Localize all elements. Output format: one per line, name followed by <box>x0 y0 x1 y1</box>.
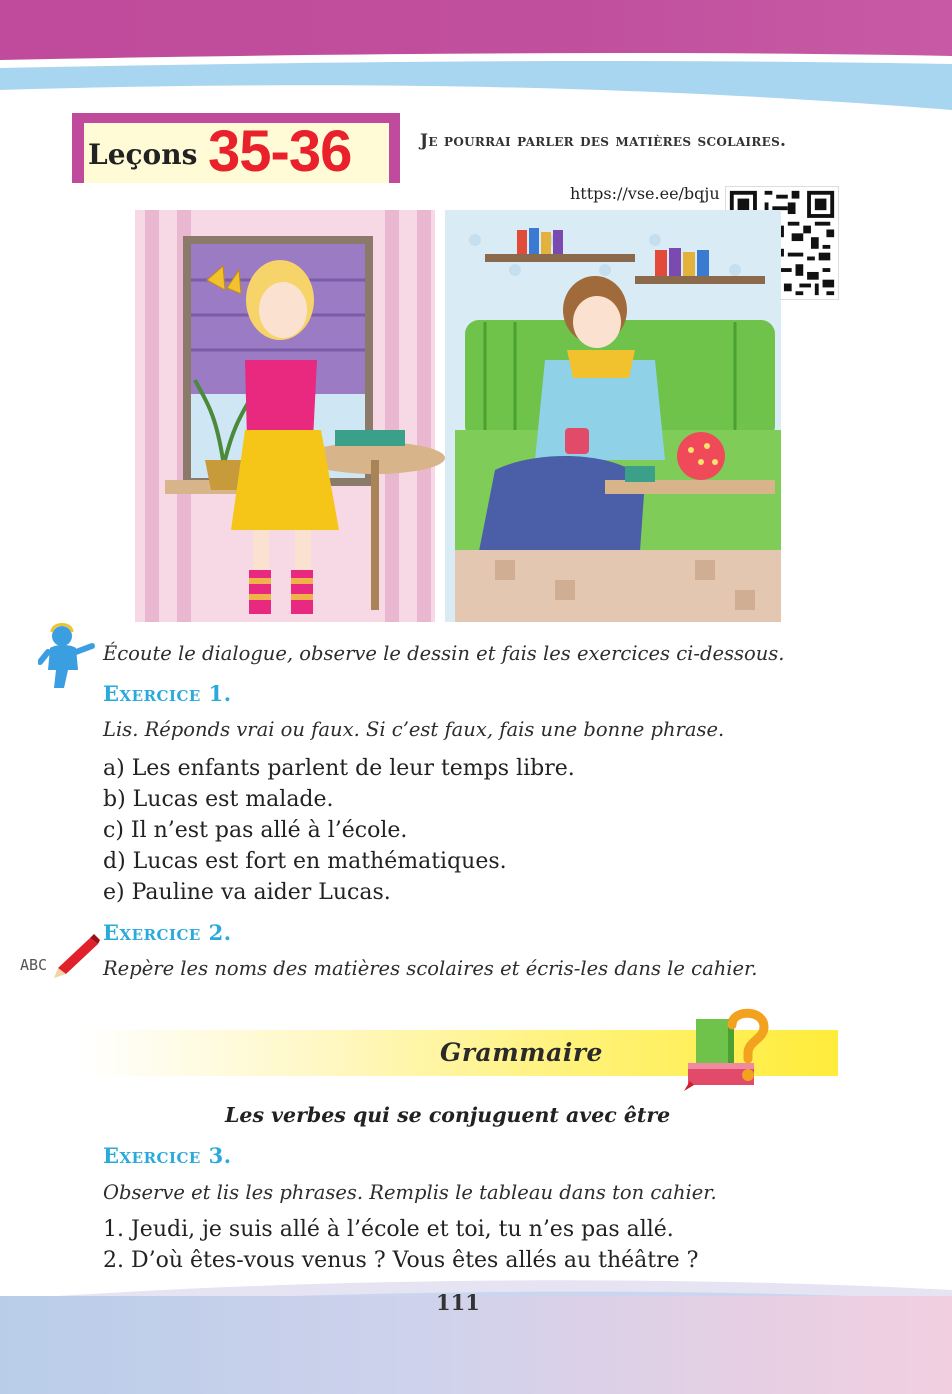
abc-label: ABC <box>20 956 48 974</box>
exercise-3-item: 2. D’où êtes-vous venus ? Vous êtes allés au théâtre ? <box>103 1248 699 1273</box>
books-question-icon <box>682 1005 772 1093</box>
resource-url[interactable]: https://vse.ee/bqju <box>570 184 720 203</box>
lesson-number: 35-36 <box>208 119 352 184</box>
exercise-1-item: b) Lucas est malade. <box>103 787 334 812</box>
exercise-2-title: Exercice 2. <box>103 920 232 945</box>
header-wave <box>0 50 952 120</box>
page-number: 111 <box>436 1290 480 1315</box>
exercise-1-instruction: Lis. Réponds vrai ou faux. Si c’est faux, fais une bonne phrase. <box>103 718 725 741</box>
main-instruction: Écoute le dialogue, observe le dessin et fais les exercices ci-dessous. <box>103 642 785 665</box>
exercise-3-title: Exercice 3. <box>103 1143 232 1168</box>
grammar-subtitle: Les verbes qui se conjuguent avec être <box>225 1103 671 1127</box>
exercise-1-item: a) Les enfants parlent de leur temps libre. <box>103 756 575 781</box>
lesson-label: Leçons <box>88 138 198 171</box>
grammar-title: Grammaire <box>440 1038 603 1067</box>
listening-figure-icon <box>38 622 104 692</box>
exercise-1-title: Exercice 1. <box>103 681 232 706</box>
exercise-1-item: e) Pauline va aider Lucas. <box>103 880 391 905</box>
exercise-3-instruction: Observe et lis les phrases. Remplis le tableau dans ton cahier. <box>103 1181 717 1204</box>
dialogue-illustration <box>135 210 781 622</box>
exercise-3-item: 1. Jeudi, je suis allé à l’école et toi, tu n’es pas allé. <box>103 1217 674 1242</box>
lesson-objective: Je pourrai parler des matières scolaires. <box>420 131 787 151</box>
exercise-1-item: d) Lucas est fort en mathématiques. <box>103 849 507 874</box>
exercise-1-item: c) Il n’est pas allé à l’école. <box>103 818 408 843</box>
exercise-2-instruction: Repère les noms des matières scolaires et écris-les dans le cahier. <box>103 957 758 980</box>
